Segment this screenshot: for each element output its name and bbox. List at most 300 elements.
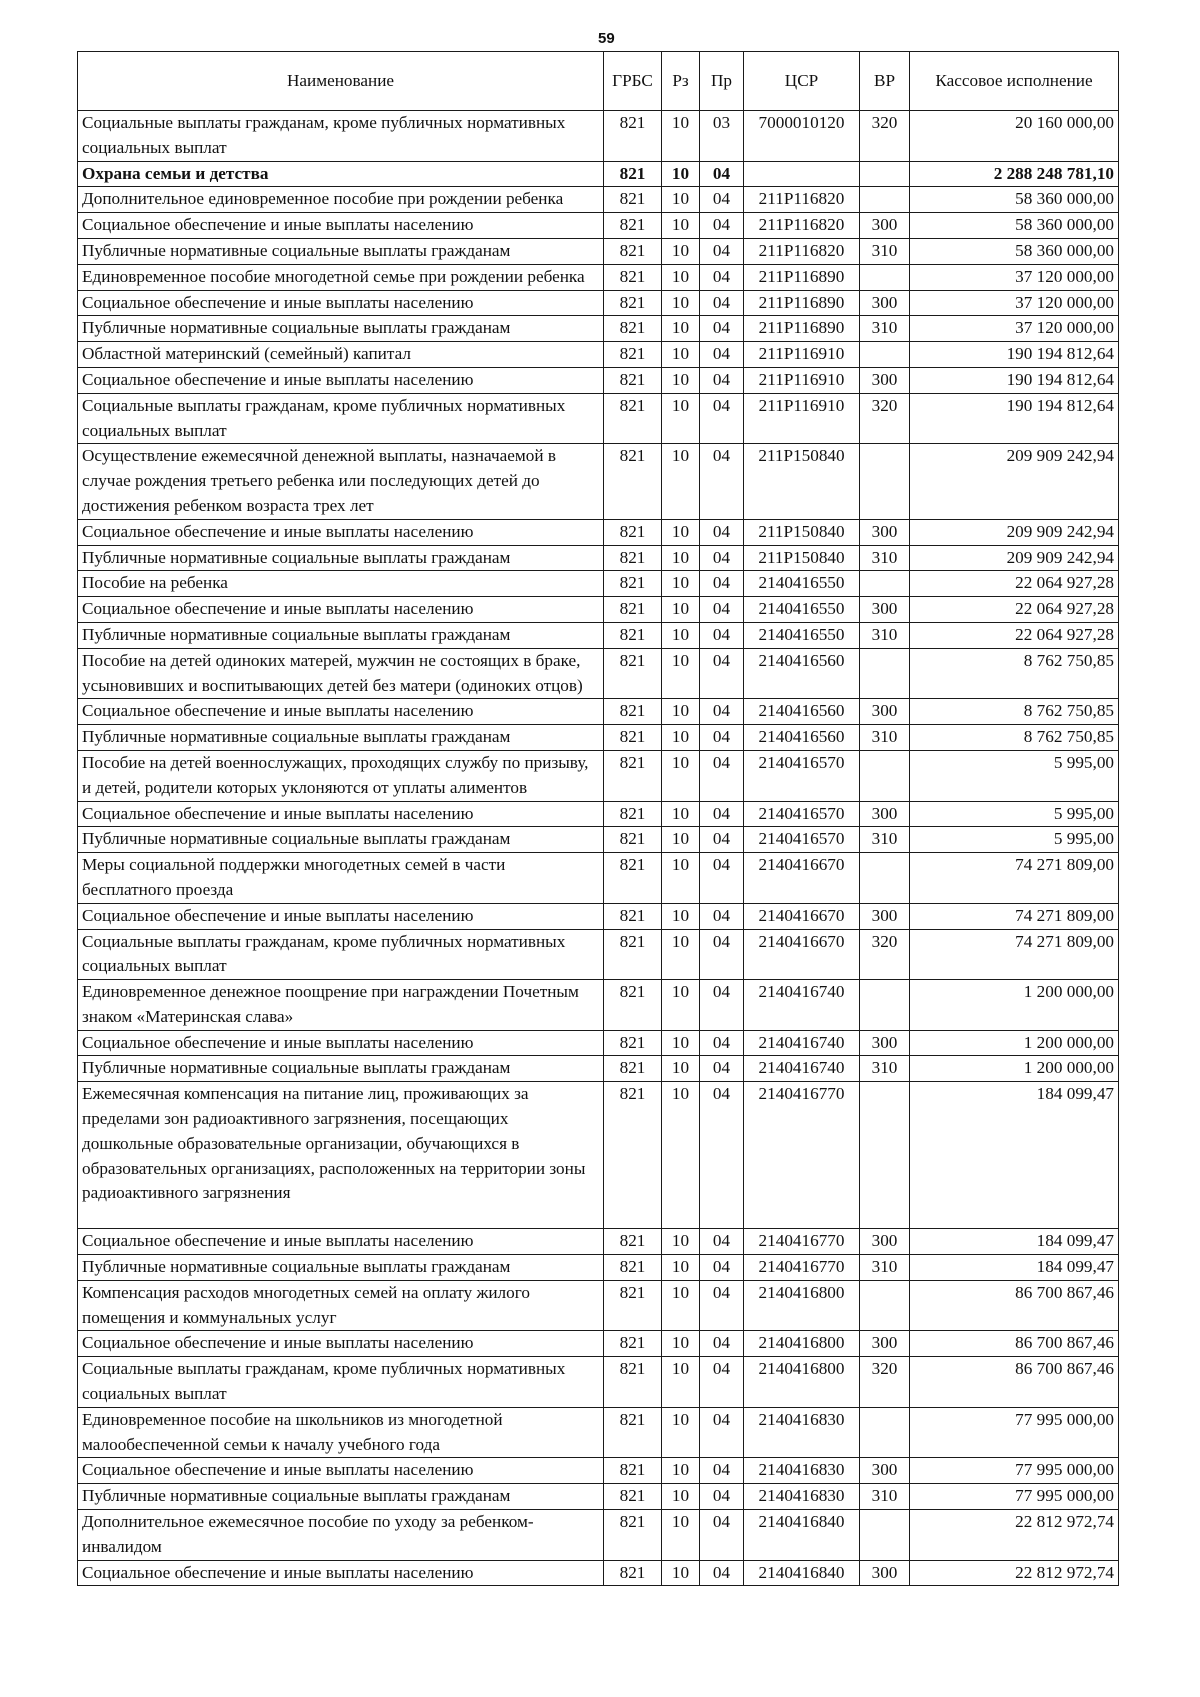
row-csr-cell: 2140416770 bbox=[744, 1255, 860, 1281]
table-row bbox=[78, 264, 1119, 290]
row-csr-cell: 2140416560 bbox=[744, 648, 860, 699]
row-csr-cell: 2140416570 bbox=[744, 750, 860, 801]
table-row bbox=[78, 929, 1119, 980]
row-rz-cell: 10 bbox=[662, 213, 700, 239]
row-pr-cell: 04 bbox=[700, 1458, 744, 1484]
row-csr-cell: 2140416570 bbox=[744, 827, 860, 853]
row-grbs-cell: 821 bbox=[604, 1331, 662, 1357]
row-csr-cell: 2140416550 bbox=[744, 622, 860, 648]
row-amount-cell: 190 194 812,64 bbox=[910, 393, 1119, 444]
row-name-cell: Социальное обеспечение и иные выплаты населению bbox=[78, 1331, 604, 1357]
row-amount-cell: 77 995 000,00 bbox=[910, 1484, 1119, 1510]
row-name-cell: Публичные нормативные социальные выплаты гражданам bbox=[78, 545, 604, 571]
row-pr-cell: 04 bbox=[700, 1056, 744, 1082]
row-grbs-cell: 821 bbox=[604, 1407, 662, 1458]
row-vr-cell bbox=[860, 444, 910, 519]
row-rz-cell: 10 bbox=[662, 750, 700, 801]
row-name-cell: Публичные нормативные социальные выплаты гражданам bbox=[78, 1255, 604, 1281]
row-pr-cell: 04 bbox=[700, 853, 744, 904]
header-csr: ЦСР bbox=[744, 52, 860, 111]
row-grbs-cell: 821 bbox=[604, 161, 662, 187]
row-grbs-cell: 821 bbox=[604, 393, 662, 444]
row-grbs-cell: 821 bbox=[604, 367, 662, 393]
row-pr-cell: 04 bbox=[700, 725, 744, 751]
row-csr-cell: 2140416670 bbox=[744, 903, 860, 929]
page-number: 59 bbox=[598, 30, 615, 47]
row-vr-cell bbox=[860, 750, 910, 801]
row-pr-cell: 04 bbox=[700, 1407, 744, 1458]
row-pr-cell: 04 bbox=[700, 903, 744, 929]
row-grbs-cell: 821 bbox=[604, 1357, 662, 1408]
row-pr-cell: 04 bbox=[700, 187, 744, 213]
row-name-cell: Публичные нормативные социальные выплаты гражданам bbox=[78, 827, 604, 853]
row-name-cell: Публичные нормативные социальные выплаты гражданам bbox=[78, 622, 604, 648]
row-grbs-cell: 821 bbox=[604, 111, 662, 162]
row-vr-cell: 320 bbox=[860, 929, 910, 980]
row-name-cell: Единовременное пособие на школьников из многодетной малообеспеченной семьи к началу учебного года bbox=[78, 1407, 604, 1458]
table-row bbox=[78, 161, 1119, 187]
row-rz-cell: 10 bbox=[662, 1331, 700, 1357]
row-amount-cell: 1 200 000,00 bbox=[910, 980, 1119, 1031]
table-row bbox=[78, 903, 1119, 929]
row-csr-cell: 2140416770 bbox=[744, 1229, 860, 1255]
row-csr-cell: 2140416550 bbox=[744, 571, 860, 597]
row-amount-cell: 58 360 000,00 bbox=[910, 238, 1119, 264]
row-grbs-cell: 821 bbox=[604, 1280, 662, 1331]
row-pr-cell: 04 bbox=[700, 264, 744, 290]
row-amount-cell: 37 120 000,00 bbox=[910, 264, 1119, 290]
row-name-cell: Социальное обеспечение и иные выплаты населению bbox=[78, 1458, 604, 1484]
row-vr-cell: 300 bbox=[860, 367, 910, 393]
row-vr-cell: 300 bbox=[860, 1331, 910, 1357]
row-grbs-cell: 821 bbox=[604, 571, 662, 597]
row-name-cell: Осуществление ежемесячной денежной выплаты, назначаемой в случае рождения третьего ребенка или последующих детей до достижения ребенком возраста трех лет bbox=[78, 444, 604, 519]
row-csr-cell: 211P116820 bbox=[744, 238, 860, 264]
row-name-cell: Дополнительное ежемесячное пособие по уходу за ребенком-инвалидом bbox=[78, 1510, 604, 1561]
table-row bbox=[78, 342, 1119, 368]
table-row bbox=[78, 750, 1119, 801]
row-name-cell: Социальные выплаты гражданам, кроме публичных нормативных социальных выплат bbox=[78, 393, 604, 444]
row-vr-cell: 320 bbox=[860, 111, 910, 162]
row-amount-cell: 22 812 972,74 bbox=[910, 1560, 1119, 1586]
row-name-cell: Социальное обеспечение и иные выплаты населению bbox=[78, 597, 604, 623]
row-pr-cell: 04 bbox=[700, 342, 744, 368]
header-rz: Рз bbox=[662, 52, 700, 111]
row-amount-cell: 184 099,47 bbox=[910, 1082, 1119, 1229]
row-csr-cell: 211P116890 bbox=[744, 264, 860, 290]
row-amount-cell: 8 762 750,85 bbox=[910, 648, 1119, 699]
row-grbs-cell: 821 bbox=[604, 290, 662, 316]
row-pr-cell: 04 bbox=[700, 750, 744, 801]
row-grbs-cell: 821 bbox=[604, 699, 662, 725]
row-name-cell: Социальное обеспечение и иные выплаты населению bbox=[78, 519, 604, 545]
row-grbs-cell: 821 bbox=[604, 648, 662, 699]
row-vr-cell bbox=[860, 187, 910, 213]
row-grbs-cell: 821 bbox=[604, 213, 662, 239]
row-amount-cell: 77 995 000,00 bbox=[910, 1458, 1119, 1484]
row-pr-cell: 04 bbox=[700, 1484, 744, 1510]
row-amount-cell: 184 099,47 bbox=[910, 1229, 1119, 1255]
row-pr-cell: 04 bbox=[700, 699, 744, 725]
row-vr-cell: 320 bbox=[860, 393, 910, 444]
row-amount-cell: 37 120 000,00 bbox=[910, 290, 1119, 316]
row-amount-cell: 184 099,47 bbox=[910, 1255, 1119, 1281]
row-amount-cell: 8 762 750,85 bbox=[910, 725, 1119, 751]
row-amount-cell: 5 995,00 bbox=[910, 827, 1119, 853]
row-rz-cell: 10 bbox=[662, 725, 700, 751]
table-row bbox=[78, 1560, 1119, 1586]
row-name-cell: Социальное обеспечение и иные выплаты населению bbox=[78, 699, 604, 725]
row-grbs-cell: 821 bbox=[604, 238, 662, 264]
row-grbs-cell: 821 bbox=[604, 597, 662, 623]
row-csr-cell: 7000010120 bbox=[744, 111, 860, 162]
table-row bbox=[78, 597, 1119, 623]
table-row bbox=[78, 699, 1119, 725]
row-vr-cell: 300 bbox=[860, 597, 910, 623]
row-vr-cell bbox=[860, 264, 910, 290]
row-pr-cell: 04 bbox=[700, 1229, 744, 1255]
row-rz-cell: 10 bbox=[662, 980, 700, 1031]
table-row bbox=[78, 316, 1119, 342]
row-pr-cell: 04 bbox=[700, 1082, 744, 1229]
row-name-cell: Социальные выплаты гражданам, кроме публичных нормативных социальных выплат bbox=[78, 929, 604, 980]
row-grbs-cell: 821 bbox=[604, 929, 662, 980]
table-row bbox=[78, 111, 1119, 162]
row-rz-cell: 10 bbox=[662, 367, 700, 393]
row-vr-cell: 300 bbox=[860, 903, 910, 929]
row-rz-cell: 10 bbox=[662, 187, 700, 213]
row-amount-cell: 190 194 812,64 bbox=[910, 342, 1119, 368]
row-vr-cell: 300 bbox=[860, 801, 910, 827]
table-row bbox=[78, 187, 1119, 213]
table-row bbox=[78, 1458, 1119, 1484]
table-row bbox=[78, 290, 1119, 316]
row-amount-cell: 5 995,00 bbox=[910, 801, 1119, 827]
row-csr-cell: 2140416840 bbox=[744, 1560, 860, 1586]
row-vr-cell: 310 bbox=[860, 725, 910, 751]
row-vr-cell: 300 bbox=[860, 1229, 910, 1255]
row-grbs-cell: 821 bbox=[604, 1458, 662, 1484]
row-pr-cell: 04 bbox=[700, 444, 744, 519]
row-grbs-cell: 821 bbox=[604, 853, 662, 904]
row-name-cell: Социальное обеспечение и иные выплаты населению bbox=[78, 1030, 604, 1056]
row-rz-cell: 10 bbox=[662, 1560, 700, 1586]
row-amount-cell: 86 700 867,46 bbox=[910, 1331, 1119, 1357]
table-row bbox=[78, 801, 1119, 827]
row-csr-cell: 2140416800 bbox=[744, 1357, 860, 1408]
row-grbs-cell: 821 bbox=[604, 316, 662, 342]
row-name-cell: Социальное обеспечение и иные выплаты населению bbox=[78, 801, 604, 827]
row-grbs-cell: 821 bbox=[604, 1484, 662, 1510]
table-row bbox=[78, 1510, 1119, 1561]
row-amount-cell: 209 909 242,94 bbox=[910, 545, 1119, 571]
row-vr-cell: 310 bbox=[860, 545, 910, 571]
row-pr-cell: 04 bbox=[700, 1560, 744, 1586]
row-pr-cell: 04 bbox=[700, 519, 744, 545]
row-pr-cell: 04 bbox=[700, 1255, 744, 1281]
row-name-cell: Социальное обеспечение и иные выплаты населению bbox=[78, 290, 604, 316]
row-vr-cell: 300 bbox=[860, 1458, 910, 1484]
row-rz-cell: 10 bbox=[662, 1280, 700, 1331]
table-row bbox=[78, 213, 1119, 239]
row-pr-cell: 04 bbox=[700, 929, 744, 980]
row-csr-cell: 2140416740 bbox=[744, 980, 860, 1031]
row-vr-cell: 300 bbox=[860, 1030, 910, 1056]
row-pr-cell: 04 bbox=[700, 980, 744, 1031]
row-amount-cell: 58 360 000,00 bbox=[910, 187, 1119, 213]
row-name-cell: Компенсация расходов многодетных семей на оплату жилого помещения и коммунальных услуг bbox=[78, 1280, 604, 1331]
row-rz-cell: 10 bbox=[662, 1357, 700, 1408]
row-amount-cell: 74 271 809,00 bbox=[910, 903, 1119, 929]
row-amount-cell: 22 812 972,74 bbox=[910, 1510, 1119, 1561]
table-row bbox=[78, 367, 1119, 393]
row-amount-cell: 8 762 750,85 bbox=[910, 699, 1119, 725]
row-name-cell: Областной материнский (семейный) капитал bbox=[78, 342, 604, 368]
row-name-cell: Публичные нормативные социальные выплаты гражданам bbox=[78, 1484, 604, 1510]
row-name-cell: Публичные нормативные социальные выплаты гражданам bbox=[78, 1056, 604, 1082]
row-rz-cell: 10 bbox=[662, 903, 700, 929]
row-csr-cell: 211P150840 bbox=[744, 545, 860, 571]
row-csr-cell: 2140416800 bbox=[744, 1331, 860, 1357]
row-vr-cell: 310 bbox=[860, 316, 910, 342]
row-vr-cell bbox=[860, 1082, 910, 1229]
table-row bbox=[78, 725, 1119, 751]
row-pr-cell: 04 bbox=[700, 213, 744, 239]
row-name-cell: Социальное обеспечение и иные выплаты населению bbox=[78, 367, 604, 393]
row-vr-cell bbox=[860, 1510, 910, 1561]
row-amount-cell: 58 360 000,00 bbox=[910, 213, 1119, 239]
row-rz-cell: 10 bbox=[662, 827, 700, 853]
row-rz-cell: 10 bbox=[662, 519, 700, 545]
row-grbs-cell: 821 bbox=[604, 1229, 662, 1255]
row-grbs-cell: 821 bbox=[604, 519, 662, 545]
table-row bbox=[78, 827, 1119, 853]
row-pr-cell: 04 bbox=[700, 393, 744, 444]
row-rz-cell: 10 bbox=[662, 571, 700, 597]
row-grbs-cell: 821 bbox=[604, 622, 662, 648]
row-amount-cell: 22 064 927,28 bbox=[910, 571, 1119, 597]
row-amount-cell: 86 700 867,46 bbox=[910, 1280, 1119, 1331]
row-vr-cell bbox=[860, 648, 910, 699]
row-rz-cell: 10 bbox=[662, 393, 700, 444]
row-grbs-cell: 821 bbox=[604, 342, 662, 368]
row-name-cell: Пособие на детей одиноких матерей, мужчин не состоящих в браке, усыновивших и воспитывающих детей без матери (одиноких отцов) bbox=[78, 648, 604, 699]
row-rz-cell: 10 bbox=[662, 699, 700, 725]
row-pr-cell: 04 bbox=[700, 801, 744, 827]
row-name-cell: Социальные выплаты гражданам, кроме публичных нормативных социальных выплат bbox=[78, 1357, 604, 1408]
row-amount-cell: 74 271 809,00 bbox=[910, 929, 1119, 980]
row-amount-cell: 209 909 242,94 bbox=[910, 519, 1119, 545]
row-csr-cell: 211P116890 bbox=[744, 316, 860, 342]
row-rz-cell: 10 bbox=[662, 316, 700, 342]
table-row bbox=[78, 1331, 1119, 1357]
table-row bbox=[78, 545, 1119, 571]
row-name-cell: Охрана семьи и детства bbox=[78, 161, 604, 187]
row-pr-cell: 04 bbox=[700, 316, 744, 342]
row-vr-cell: 310 bbox=[860, 238, 910, 264]
table-row bbox=[78, 622, 1119, 648]
row-rz-cell: 10 bbox=[662, 1030, 700, 1056]
row-vr-cell bbox=[860, 1280, 910, 1331]
budget-table bbox=[77, 51, 1119, 1586]
row-rz-cell: 10 bbox=[662, 444, 700, 519]
row-csr-cell: 2140416740 bbox=[744, 1056, 860, 1082]
row-pr-cell: 04 bbox=[700, 597, 744, 623]
row-amount-cell: 1 200 000,00 bbox=[910, 1056, 1119, 1082]
row-name-cell: Пособие на детей военнослужащих, проходящих службу по призыву, и детей, родители которых уклоняются от уплаты алиментов bbox=[78, 750, 604, 801]
table-row bbox=[78, 980, 1119, 1031]
row-rz-cell: 10 bbox=[662, 801, 700, 827]
row-name-cell: Социальные выплаты гражданам, кроме публичных нормативных социальных выплат bbox=[78, 111, 604, 162]
row-rz-cell: 10 bbox=[662, 111, 700, 162]
row-pr-cell: 04 bbox=[700, 571, 744, 597]
row-rz-cell: 10 bbox=[662, 853, 700, 904]
row-grbs-cell: 821 bbox=[604, 1560, 662, 1586]
row-vr-cell: 320 bbox=[860, 1357, 910, 1408]
row-csr-cell: 2140416560 bbox=[744, 699, 860, 725]
row-vr-cell: 300 bbox=[860, 519, 910, 545]
header-pr: Пр bbox=[700, 52, 744, 111]
row-pr-cell: 04 bbox=[700, 1510, 744, 1561]
header-vr: ВР bbox=[860, 52, 910, 111]
row-amount-cell: 5 995,00 bbox=[910, 750, 1119, 801]
row-rz-cell: 10 bbox=[662, 1458, 700, 1484]
row-grbs-cell: 821 bbox=[604, 827, 662, 853]
row-vr-cell: 310 bbox=[860, 1255, 910, 1281]
row-csr-cell: 2140416830 bbox=[744, 1484, 860, 1510]
table-row bbox=[78, 1030, 1119, 1056]
row-amount-cell: 22 064 927,28 bbox=[910, 622, 1119, 648]
row-vr-cell bbox=[860, 853, 910, 904]
table-body bbox=[78, 111, 1119, 1586]
row-vr-cell bbox=[860, 980, 910, 1031]
row-csr-cell: 2140416670 bbox=[744, 929, 860, 980]
row-pr-cell: 04 bbox=[700, 827, 744, 853]
table-row bbox=[78, 444, 1119, 519]
row-grbs-cell: 821 bbox=[604, 725, 662, 751]
row-grbs-cell: 821 bbox=[604, 187, 662, 213]
row-amount-cell: 74 271 809,00 bbox=[910, 853, 1119, 904]
row-grbs-cell: 821 bbox=[604, 264, 662, 290]
table-row bbox=[78, 1484, 1119, 1510]
row-vr-cell bbox=[860, 1407, 910, 1458]
table-row bbox=[78, 648, 1119, 699]
row-vr-cell: 300 bbox=[860, 290, 910, 316]
row-csr-cell: 2140416740 bbox=[744, 1030, 860, 1056]
row-csr-cell: 2140416670 bbox=[744, 853, 860, 904]
row-name-cell: Социальное обеспечение и иные выплаты населению bbox=[78, 213, 604, 239]
row-rz-cell: 10 bbox=[662, 342, 700, 368]
row-name-cell: Пособие на ребенка bbox=[78, 571, 604, 597]
row-vr-cell bbox=[860, 571, 910, 597]
row-name-cell: Социальное обеспечение и иные выплаты населению bbox=[78, 1560, 604, 1586]
row-vr-cell: 300 bbox=[860, 213, 910, 239]
row-pr-cell: 03 bbox=[700, 111, 744, 162]
row-rz-cell: 10 bbox=[662, 1407, 700, 1458]
table-row bbox=[78, 1407, 1119, 1458]
table-row bbox=[78, 1255, 1119, 1281]
row-csr-cell: 2140416550 bbox=[744, 597, 860, 623]
row-name-cell: Публичные нормативные социальные выплаты гражданам bbox=[78, 316, 604, 342]
row-name-cell: Меры социальной поддержки многодетных семей в части бесплатного проезда bbox=[78, 853, 604, 904]
table-row bbox=[78, 1357, 1119, 1408]
row-pr-cell: 04 bbox=[700, 367, 744, 393]
table-header-row bbox=[78, 52, 1119, 111]
row-pr-cell: 04 bbox=[700, 161, 744, 187]
header-grbs: ГРБС bbox=[604, 52, 662, 111]
row-rz-cell: 10 bbox=[662, 1082, 700, 1229]
row-csr-cell: 211P116820 bbox=[744, 213, 860, 239]
row-pr-cell: 04 bbox=[700, 648, 744, 699]
row-amount-cell: 86 700 867,46 bbox=[910, 1357, 1119, 1408]
table-row bbox=[78, 1056, 1119, 1082]
row-pr-cell: 04 bbox=[700, 1280, 744, 1331]
row-pr-cell: 04 bbox=[700, 1331, 744, 1357]
row-grbs-cell: 821 bbox=[604, 1082, 662, 1229]
table-row bbox=[78, 571, 1119, 597]
row-rz-cell: 10 bbox=[662, 545, 700, 571]
row-rz-cell: 10 bbox=[662, 1484, 700, 1510]
row-rz-cell: 10 bbox=[662, 622, 700, 648]
row-csr-cell: 211P116820 bbox=[744, 187, 860, 213]
row-amount-cell: 209 909 242,94 bbox=[910, 444, 1119, 519]
row-amount-cell: 1 200 000,00 bbox=[910, 1030, 1119, 1056]
row-csr-cell: 211P150840 bbox=[744, 444, 860, 519]
table-row bbox=[78, 853, 1119, 904]
row-rz-cell: 10 bbox=[662, 1056, 700, 1082]
row-grbs-cell: 821 bbox=[604, 1255, 662, 1281]
row-grbs-cell: 821 bbox=[604, 903, 662, 929]
row-pr-cell: 04 bbox=[700, 545, 744, 571]
row-pr-cell: 04 bbox=[700, 1357, 744, 1408]
row-pr-cell: 04 bbox=[700, 238, 744, 264]
row-grbs-cell: 821 bbox=[604, 1056, 662, 1082]
row-csr-cell: 2140416800 bbox=[744, 1280, 860, 1331]
row-rz-cell: 10 bbox=[662, 290, 700, 316]
row-name-cell: Единовременное пособие многодетной семье при рождении ребенка bbox=[78, 264, 604, 290]
row-name-cell: Ежемесячная компенсация на питание лиц, проживающих за пределами зон радиоактивного загрязнения, посещающих дошкольные образовательные организации, обучающихся в образовательных организациях, расположенных на территории зоны радиоактивного загрязнения bbox=[78, 1082, 604, 1229]
row-csr-cell: 2140416560 bbox=[744, 725, 860, 751]
row-amount-cell: 20 160 000,00 bbox=[910, 111, 1119, 162]
row-amount-cell: 22 064 927,28 bbox=[910, 597, 1119, 623]
row-grbs-cell: 821 bbox=[604, 801, 662, 827]
header-name: Наименование bbox=[78, 52, 604, 111]
row-name-cell: Социальное обеспечение и иные выплаты населению bbox=[78, 903, 604, 929]
row-grbs-cell: 821 bbox=[604, 444, 662, 519]
row-csr-cell: 211P116910 bbox=[744, 393, 860, 444]
table-row bbox=[78, 393, 1119, 444]
row-csr-cell: 2140416830 bbox=[744, 1458, 860, 1484]
row-csr-cell: 211P116910 bbox=[744, 367, 860, 393]
row-rz-cell: 10 bbox=[662, 597, 700, 623]
row-amount-cell: 2 288 248 781,10 bbox=[910, 161, 1119, 187]
row-vr-cell: 310 bbox=[860, 622, 910, 648]
row-vr-cell: 310 bbox=[860, 827, 910, 853]
row-csr-cell bbox=[744, 161, 860, 187]
table-row bbox=[78, 1082, 1119, 1229]
row-grbs-cell: 821 bbox=[604, 980, 662, 1031]
row-pr-cell: 04 bbox=[700, 290, 744, 316]
row-vr-cell: 310 bbox=[860, 1484, 910, 1510]
row-rz-cell: 10 bbox=[662, 1510, 700, 1561]
row-csr-cell: 2140416770 bbox=[744, 1082, 860, 1229]
table-row bbox=[78, 238, 1119, 264]
row-csr-cell: 211P116910 bbox=[744, 342, 860, 368]
row-vr-cell: 310 bbox=[860, 1056, 910, 1082]
row-rz-cell: 10 bbox=[662, 1255, 700, 1281]
row-amount-cell: 77 995 000,00 bbox=[910, 1407, 1119, 1458]
row-amount-cell: 190 194 812,64 bbox=[910, 367, 1119, 393]
